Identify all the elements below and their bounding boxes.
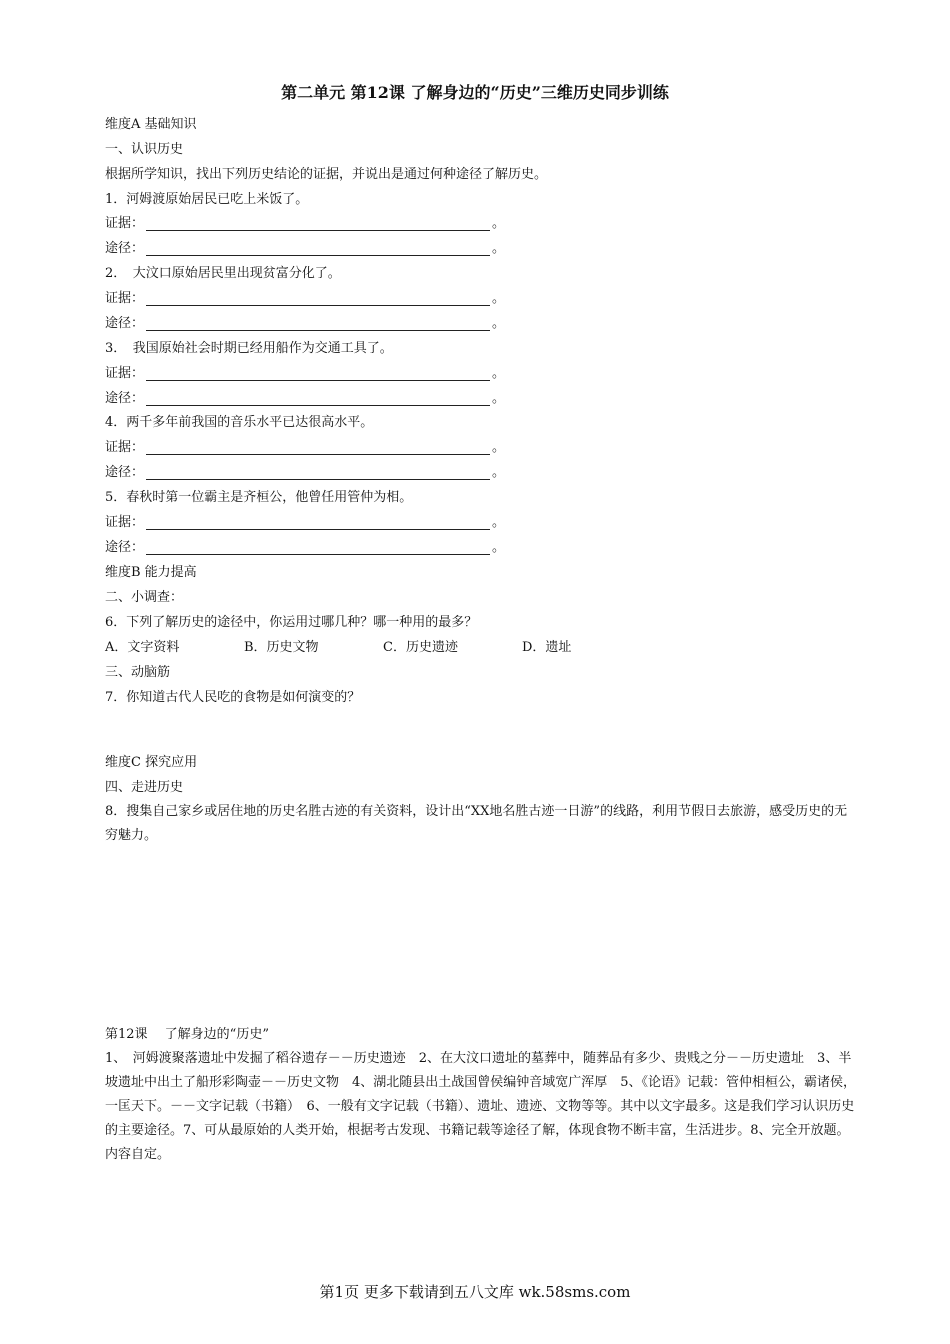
evidence-label: 证据：	[105, 216, 145, 231]
q2-approach-blank[interactable]	[146, 316, 490, 331]
q5-evidence-row	[105, 514, 505, 532]
period: 。	[492, 440, 506, 455]
q3-approach-row	[105, 390, 505, 408]
period: 。	[492, 391, 506, 406]
q4-approach-blank[interactable]	[146, 465, 490, 480]
q3-evidence-blank[interactable]	[146, 366, 490, 381]
question-1: 1．河姆渡原始居民已吃上米饭了。	[105, 192, 309, 207]
question-8: 8．搜集自己家乡或居住地的历史名胜古迹的有关资料，设计出“XX地名胜古迹一日游”的线路，利用节假日去旅游，感受历史的无穷魅力。	[105, 804, 848, 843]
page-title: 第二单元 第12课 了解身边的“历史”三维历史同步训练	[281, 83, 669, 102]
approach-label: 途径：	[105, 465, 145, 480]
question-7: 7．你知道古代人民吃的食物是如何演变的？	[105, 690, 361, 705]
question-6: 6．下列了解历史的途径中，你运用过哪几种？哪一种用的最多？	[105, 615, 478, 630]
instruction-text: 根据所学知识，找出下列历史结论的证据，并说出是通过何种途径了解历史。	[105, 167, 548, 182]
q5-approach-blank[interactable]	[146, 540, 490, 555]
period: 。	[492, 515, 506, 530]
dimension-c-heading: 维度C 探究应用	[105, 755, 198, 770]
q2-evidence-blank[interactable]	[146, 291, 490, 306]
period: 。	[492, 540, 506, 555]
section-3-heading: 三、动脑筋	[105, 665, 171, 680]
q4-evidence-row	[105, 439, 505, 457]
section-2-heading: 二、小调查：	[105, 590, 184, 605]
answers-text: 1、 河姆渡聚落遗址中发掘了稻谷遗存－－历史遗迹 2、在大汶口遗址的墓葬中，随葬品有多少、贵贱之分－－历史遗址 3、半坡遗址中出土了船形彩陶壶－－历史文物 4、湖北随县出土战国曾侯编钟音域宽广浑厚 5、《论语》记载：管仲相桓公，霸诸侯，一匡天下。－－文字记载（书籍） 6、一般有文字记载（书籍）、遗址、遗迹、文物等等。其中以文字最多。这是我们学习认识历史的主要途径。7、可从最原始的人类开始，根据考古发现、书籍记载等途径了解，体现食物不断丰富，生活进步。8、完全开放题。内容自定。	[105, 1051, 857, 1162]
q4-evidence-blank[interactable]	[146, 440, 490, 455]
q2-approach-row	[105, 315, 505, 333]
section-4-heading: 四、走进历史	[105, 780, 184, 795]
q1-evidence-blank[interactable]	[146, 216, 490, 231]
period: 。	[492, 241, 506, 256]
question-6-options	[105, 639, 661, 657]
question-4: 4．两千多年前我国的音乐水平已达很高水平。	[105, 415, 374, 430]
approach-label: 途径：	[105, 316, 145, 331]
q5-evidence-blank[interactable]	[146, 515, 490, 530]
period: 。	[492, 465, 506, 480]
evidence-label: 证据：	[105, 440, 145, 455]
option-c[interactable]: C．历史遗迹	[383, 640, 458, 655]
option-a[interactable]: A．文字资料	[105, 640, 180, 655]
period: 。	[492, 366, 506, 381]
period: 。	[492, 316, 506, 331]
q4-approach-row	[105, 464, 505, 482]
q5-approach-row	[105, 539, 505, 557]
section-1-heading: 一、认识历史	[105, 142, 184, 157]
dimension-b-heading: 维度B 能力提高	[105, 565, 197, 580]
question-3: 3． 我国原始社会时期已经用船作为交通工具了。	[105, 341, 393, 356]
evidence-label: 证据：	[105, 366, 145, 381]
period: 。	[492, 291, 506, 306]
approach-label: 途径：	[105, 540, 145, 555]
q1-approach-row	[105, 240, 505, 258]
q2-evidence-row	[105, 290, 505, 308]
approach-label: 途径：	[105, 391, 145, 406]
answers-title: 第12课 了解身边的“历史”	[105, 1027, 269, 1042]
q3-approach-blank[interactable]	[146, 391, 490, 406]
period: 。	[492, 216, 506, 231]
approach-label: 途径：	[105, 241, 145, 256]
option-d[interactable]: D．遗址	[522, 640, 572, 655]
question-5: 5．春秋时第一位霸主是齐桓公，他曾任用管仲为相。	[105, 490, 413, 505]
q3-evidence-row	[105, 365, 505, 383]
q1-approach-blank[interactable]	[146, 241, 490, 256]
evidence-label: 证据：	[105, 291, 145, 306]
evidence-label: 证据：	[105, 515, 145, 530]
question-2: 2． 大汶口原始居民里出现贫富分化了。	[105, 266, 341, 281]
page-footer: 第1页 更多下载请到五八文库 wk.58sms.com	[319, 1283, 631, 1301]
q1-evidence-row	[105, 215, 505, 233]
option-b[interactable]: B．历史文物	[244, 640, 319, 655]
dimension-a-heading: 维度A 基础知识	[105, 117, 197, 132]
